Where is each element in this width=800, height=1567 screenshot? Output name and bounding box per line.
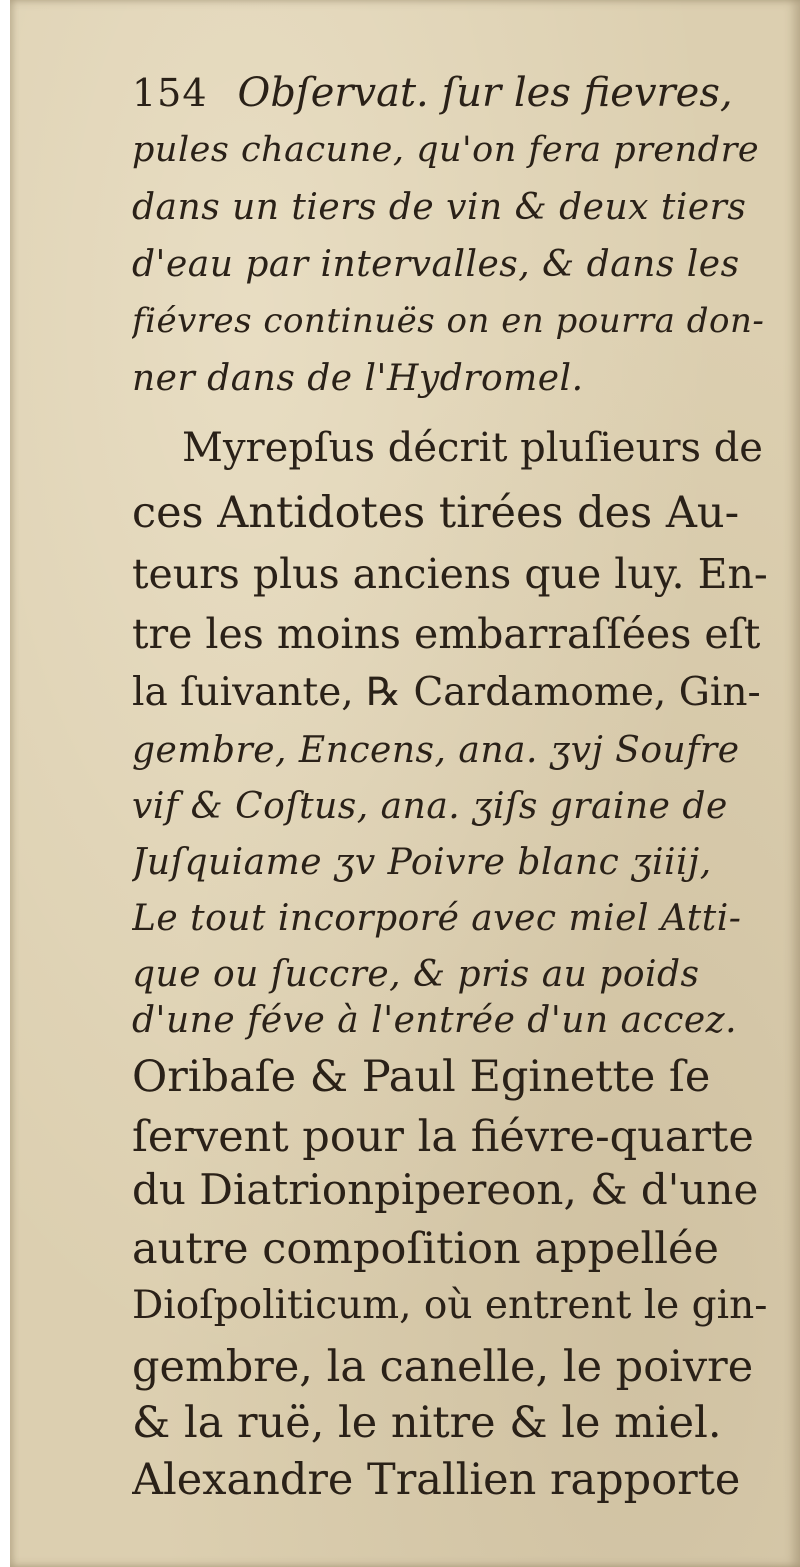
text-line-12: vif & Coſtus, ana. ʒiſs graine de [132,786,728,827]
text-line-7: ces Antidotes tirées des Au- [132,488,740,538]
text-line-11: gembre, Encens, ana. ʒvj Soufre [132,730,740,771]
text-line-23: & la ruë, le nitre & le miel. [132,1398,722,1448]
text-line-18: ſervent pour la fiévre-quarte [132,1112,754,1162]
text-line-1: pules chacune, qu'on fera prendre [132,130,760,170]
text-line-24: Alexandre Trallien rapporte [132,1455,741,1505]
text-line-19: du Diatrionpipereon, & d'une [132,1165,759,1214]
text-line-22: gembre, la canelle, le poivre [132,1342,754,1392]
text-line-8: teurs plus anciens que luy. En- [132,550,768,598]
text-line-13: Juſquiame ʒv Poivre blanc ʒiiij, [132,842,712,883]
text-line-21: Dioſpoliticum, où entrent le gin- [132,1283,768,1328]
text-line-5: ner dans de l'Hydromel. [132,358,584,399]
text-line-9: tre les moins embarraſſées eſt [132,610,761,658]
text-line-2: dans un tiers de vin & deux tiers [132,187,747,228]
text-line-6: Myrepſus décrit pluſieurs de [182,425,763,471]
text-line-3: d'eau par intervalles, & dans les [132,244,740,285]
text-line-16: d'une féve à l'entrée d'un accez. [132,1000,738,1041]
page-number: 154 [132,71,208,115]
book-page [10,0,800,1567]
text-line-14: Le tout incorporé avec miel Atti- [132,898,742,939]
running-title: Obſervat. ſur les fievres, [237,70,733,116]
page-header [132,70,772,130]
text-line-4: fiévres continuës on en pourra don- [132,301,765,341]
text-line-15: que ou ſuccre, & pris au poids [132,954,700,995]
text-line-10: la ſuivante, ℞ Cardamome, Gin- [132,670,761,715]
text-line-20: autre compoſition appellée [132,1224,719,1274]
text-line-17: Oribaſe & Paul Eginette ſe [132,1052,711,1102]
